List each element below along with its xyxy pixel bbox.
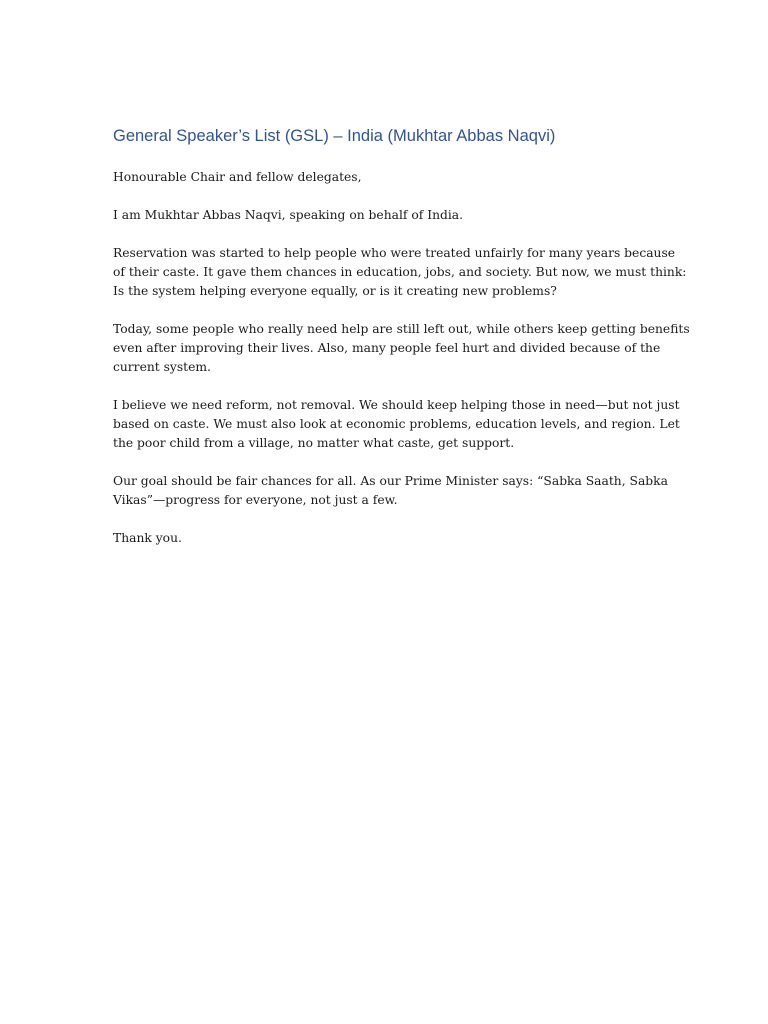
paragraph-line: I am Mukhtar Abbas Naqvi, speaking on behalf of India. <box>113 208 464 222</box>
paragraph-line: Reservation was started to help people who were treated unfairly for many years because <box>113 246 676 260</box>
paragraph-line: current system. <box>113 360 211 374</box>
paragraph-introduction <box>113 206 658 225</box>
paragraph-line: based on caste. We must also look at economic problems, education levels, and region. Let <box>113 417 680 431</box>
paragraph-goal <box>113 472 668 510</box>
paragraph-line: Vikas”—progress for everyone, not just a few. <box>113 493 398 507</box>
paragraph-closing <box>113 529 658 548</box>
document-title: General Speaker’s List (GSL) – India (Mukhtar Abbas Naqvi) <box>113 127 556 145</box>
paragraph-line: I believe we need reform, not removal. We should keep helping those in need—but not just <box>113 398 680 412</box>
paragraph-greeting <box>113 168 658 187</box>
paragraph-reform-proposal <box>113 396 680 453</box>
paragraph-line: Our goal should be fair chances for all. As our Prime Minister says: “Sabka Saath, Sabka <box>113 474 668 488</box>
paragraph-current-problems <box>113 320 690 377</box>
paragraph-line: Honourable Chair and fellow delegates, <box>113 170 362 184</box>
paragraph-reservation-background <box>113 244 687 301</box>
paragraph-line: the poor child from a village, no matter what caste, get support. <box>113 436 515 450</box>
paragraph-line: Thank you. <box>113 531 182 545</box>
paragraph-line: Is the system helping everyone equally, or is it creating new problems? <box>113 284 557 298</box>
document-body <box>113 124 690 567</box>
paragraph-line: even after improving their lives. Also, many people feel hurt and divided because of the <box>113 341 661 355</box>
paragraph-line: Today, some people who really need help are still left out, while others keep getting benefits <box>113 322 690 336</box>
paragraph-line: of their caste. It gave them chances in education, jobs, and society. But now, we must think: <box>113 265 687 279</box>
